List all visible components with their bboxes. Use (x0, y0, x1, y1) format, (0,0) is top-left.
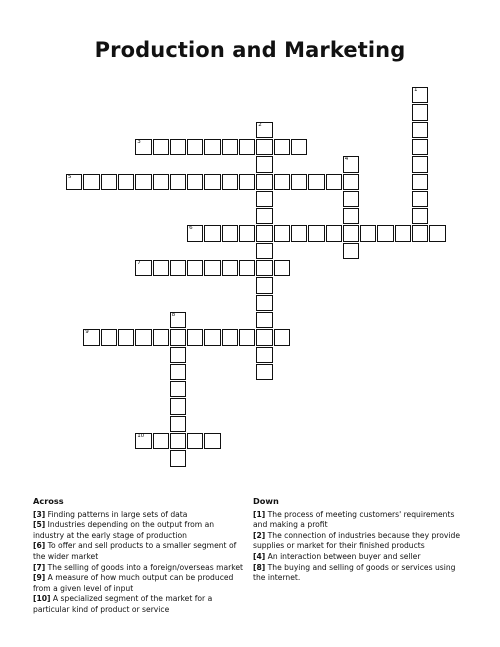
crossword-cell[interactable] (239, 139, 255, 155)
clue-number: 8 (171, 311, 176, 318)
across-clue (33, 510, 247, 521)
clue-label: [4] (253, 551, 266, 561)
across-clue (33, 594, 247, 615)
crossword-cell[interactable] (170, 347, 186, 363)
crossword-cell[interactable] (170, 381, 186, 397)
crossword-cell[interactable] (187, 260, 203, 276)
clue-label: [1] (253, 509, 266, 519)
across-clue-list (33, 510, 247, 616)
crossword-cell[interactable] (412, 191, 428, 207)
crossword-cell[interactable] (412, 87, 428, 103)
crossword-cell[interactable] (291, 174, 307, 190)
down-clue (253, 531, 467, 552)
crossword-cell[interactable] (135, 329, 151, 345)
crossword-cell[interactable] (274, 174, 290, 190)
clue-text: The buying and selling of goods or services using the internet. (253, 562, 456, 583)
crossword-cell[interactable] (274, 225, 290, 241)
clue-text: The selling of goods into a foreign/overseas market (45, 562, 244, 572)
down-heading: Down (253, 496, 279, 506)
clue-label: [6] (33, 541, 46, 551)
across-heading: Across (33, 496, 64, 506)
clue-number: 3 (137, 138, 141, 145)
crossword-cell[interactable] (256, 347, 272, 363)
down-clues (253, 496, 467, 584)
crossword-cell[interactable] (326, 225, 342, 241)
crossword-cell[interactable] (222, 174, 238, 190)
crossword-cell[interactable] (429, 225, 445, 241)
crossword-cell[interactable] (66, 174, 82, 190)
crossword-cell[interactable] (170, 260, 186, 276)
crossword-cell[interactable] (360, 225, 376, 241)
clue-label: [9] (33, 573, 46, 583)
crossword-cell[interactable] (308, 174, 324, 190)
crossword-cell[interactable] (153, 260, 169, 276)
clue-number: 5 (68, 173, 72, 180)
crossword-cell[interactable] (256, 156, 272, 172)
crossword-cell[interactable] (343, 191, 359, 207)
crossword-cell[interactable] (135, 174, 151, 190)
crossword-cell[interactable] (256, 364, 272, 380)
crossword-cell[interactable] (135, 139, 151, 155)
crossword-cell[interactable] (256, 174, 272, 190)
clue-label: [8] (253, 562, 266, 572)
crossword-cell[interactable] (101, 174, 117, 190)
crossword-cell[interactable] (187, 139, 203, 155)
crossword-cell[interactable] (412, 104, 428, 120)
puzzle-title: Production and Marketing (94, 38, 406, 62)
across-clue (33, 520, 247, 541)
clue-number: 1 (414, 87, 418, 93)
crossword-cell[interactable] (204, 433, 220, 449)
crossword-cell[interactable] (239, 260, 255, 276)
crossword-cell[interactable] (170, 416, 186, 432)
crossword-cell[interactable] (412, 208, 428, 224)
clue-label: [7] (33, 562, 46, 572)
clue-label: [3] (33, 509, 46, 519)
crossword-cell[interactable] (256, 243, 272, 259)
crossword-cell[interactable] (118, 329, 134, 345)
crossword-cell[interactable] (343, 156, 359, 172)
crossword-cell[interactable] (101, 329, 117, 345)
crossword-cell[interactable] (222, 329, 238, 345)
crossword-cell[interactable] (153, 174, 169, 190)
crossword-cell[interactable] (135, 260, 151, 276)
crossword-cell[interactable] (170, 174, 186, 190)
crossword-cell[interactable] (170, 450, 186, 466)
crossword-cell[interactable] (256, 260, 272, 276)
crossword-cell[interactable] (343, 225, 359, 241)
crossword-cell[interactable] (412, 122, 428, 138)
crossword-cell[interactable] (170, 312, 186, 328)
crossword-cell[interactable] (204, 139, 220, 155)
crossword-cell[interactable] (256, 208, 272, 224)
crossword-cell[interactable] (343, 243, 359, 259)
crossword-cell[interactable] (256, 312, 272, 328)
crossword-cell[interactable] (187, 225, 203, 241)
crossword-cell[interactable] (135, 433, 151, 449)
crossword-cell[interactable] (412, 225, 428, 241)
across-clue (33, 541, 247, 562)
clue-text: The process of meeting customers' requirements and making a profit (253, 509, 455, 530)
crossword-cell[interactable] (222, 139, 238, 155)
crossword-cell[interactable] (343, 174, 359, 190)
crossword-cell[interactable] (256, 329, 272, 345)
crossword-cell[interactable] (170, 398, 186, 414)
crossword-cell[interactable] (256, 139, 272, 155)
clue-text: The connection of industries because they provide supplies or market for their finished products (253, 530, 460, 551)
crossword-cell[interactable] (377, 225, 393, 241)
clue-text: To offer and sell products to a smaller segment of the wider market (33, 541, 237, 561)
crossword-cell[interactable] (412, 139, 428, 155)
clue-text: Finding patterns in large sets of data (45, 509, 188, 519)
crossword-cell[interactable] (256, 295, 272, 311)
crossword-cell[interactable] (239, 174, 255, 190)
crossword-cell[interactable] (204, 225, 220, 241)
crossword-cell[interactable] (118, 174, 134, 190)
crossword-cell[interactable] (343, 208, 359, 224)
clue-text: A specialized segment of the market for a particular kind of product or service (33, 594, 213, 614)
clue-number: 6 (189, 225, 193, 232)
crossword-cell[interactable] (412, 156, 428, 172)
crossword-cell[interactable] (204, 329, 220, 345)
down-clue-list (253, 510, 467, 584)
crossword-cell[interactable] (256, 277, 272, 293)
across-clue (33, 573, 247, 594)
down-clue (253, 510, 467, 531)
crossword-cell[interactable] (204, 174, 220, 190)
crossword-cell[interactable] (291, 225, 307, 241)
clue-label: [5] (33, 520, 46, 530)
crossword-cell[interactable] (412, 174, 428, 190)
crossword-cell[interactable] (222, 260, 238, 276)
clue-number: 4 (344, 156, 349, 163)
crossword-cell[interactable] (291, 139, 307, 155)
clue-label: [2] (253, 530, 266, 540)
clue-text: A measure of how much output can be produced from a given level of input (33, 573, 234, 593)
crossword-cell[interactable] (308, 225, 324, 241)
crossword-cell[interactable] (170, 433, 186, 449)
crossword-cell[interactable] (83, 329, 99, 345)
crossword-cell[interactable] (153, 329, 169, 345)
clue-text: An interaction between buyer and seller (265, 551, 421, 561)
clue-number: 2 (258, 121, 262, 128)
crossword-cell[interactable] (170, 139, 186, 155)
crossword-cell[interactable] (274, 329, 290, 345)
down-clue (253, 552, 467, 563)
across-clues (33, 496, 247, 616)
clue-label: [10] (33, 594, 51, 604)
down-clue (253, 563, 467, 584)
crossword-cell[interactable] (222, 225, 238, 241)
crossword-cell[interactable] (204, 260, 220, 276)
crossword-cell[interactable] (153, 433, 169, 449)
clue-number: 10 (137, 433, 145, 439)
crossword-cell[interactable] (274, 260, 290, 276)
crossword-cell[interactable] (395, 225, 411, 241)
crossword-cell[interactable] (256, 122, 272, 138)
crossword-cell[interactable] (170, 329, 186, 345)
crossword-cell[interactable] (170, 364, 186, 380)
across-clue (33, 563, 247, 574)
clue-number: 9 (85, 329, 89, 336)
clue-text: Industries depending on the output from an industry at the early stage of production (33, 520, 215, 540)
clue-number: 7 (137, 260, 141, 266)
crossword-cell[interactable] (274, 139, 290, 155)
crossword-cell[interactable] (153, 139, 169, 155)
crossword-cell[interactable] (256, 225, 272, 241)
crossword-cell[interactable] (326, 174, 342, 190)
crossword-cell[interactable] (187, 433, 203, 449)
crossword-cell[interactable] (187, 329, 203, 345)
crossword-cell[interactable] (187, 174, 203, 190)
crossword-cell[interactable] (239, 225, 255, 241)
crossword-cell[interactable] (256, 191, 272, 207)
crossword-cell[interactable] (239, 329, 255, 345)
crossword-cell[interactable] (83, 174, 99, 190)
